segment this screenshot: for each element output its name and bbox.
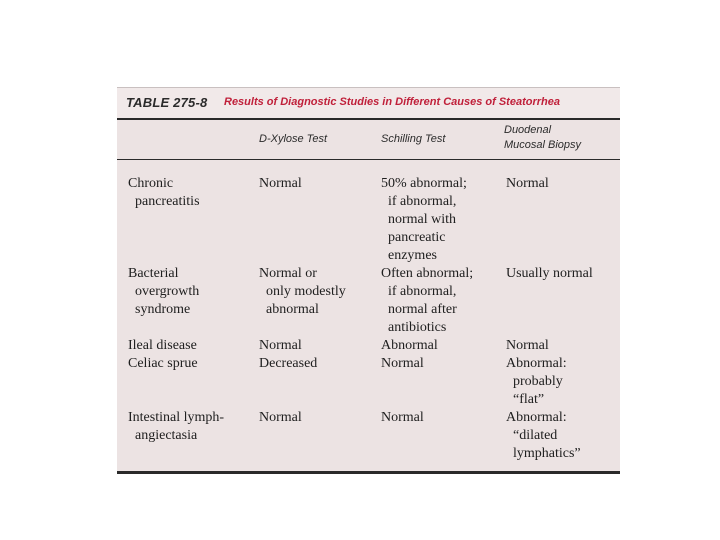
row-disease-bacterial-overgrowth: Bacterial overgrowth syndrome — [128, 266, 200, 317]
cell-xylose: Normal — [259, 338, 302, 353]
column-header-xylose: D-Xylose Test — [259, 133, 328, 145]
cell-schilling: Abnormal — [381, 338, 438, 353]
cell-xylose: Decreased — [259, 356, 318, 371]
cell-xylose: Normal — [259, 410, 302, 425]
cell-xylose: Normal or only modestly abnormal — [259, 266, 346, 317]
row-disease-intestinal-lymphangiectasia: Intestinal lymph- angiectasia — [128, 410, 225, 443]
cell-schilling: Normal — [381, 356, 424, 371]
table-caption: Results of Diagnostic Studies in Different Causes of Steatorrhea — [224, 96, 560, 108]
cell-xylose: Normal — [259, 176, 302, 191]
row-disease-celiac-sprue: Celiac sprue — [128, 356, 198, 371]
cell-schilling: Often abnormal; if abnormal, normal after antibiotics — [381, 266, 474, 335]
diagnostic-studies-table — [117, 87, 620, 474]
cell-schilling: 50% abnormal; if abnormal, normal with pancreatic enzymes — [381, 176, 467, 263]
cell-biopsy: Usually normal — [506, 266, 593, 281]
cell-biopsy: Normal — [506, 176, 549, 191]
cell-biopsy: Normal — [506, 338, 549, 353]
table-title-bar — [117, 88, 620, 120]
row-disease-chronic-pancreatitis: Chronic pancreatitis — [128, 176, 200, 209]
column-header-schilling: Schilling Test — [381, 133, 446, 145]
column-header-biopsy: Duodenal Mucosal Biopsy — [504, 124, 582, 151]
row-disease-ileal-disease: Ileal disease — [128, 338, 197, 353]
cell-biopsy: Abnormal: probably “flat” — [506, 356, 567, 407]
table-header-row — [117, 120, 620, 160]
table-number: TABLE 275-8 — [126, 95, 208, 110]
cell-biopsy: Abnormal: “dilated lymphatics” — [506, 410, 581, 461]
cell-schilling: Normal — [381, 410, 424, 425]
